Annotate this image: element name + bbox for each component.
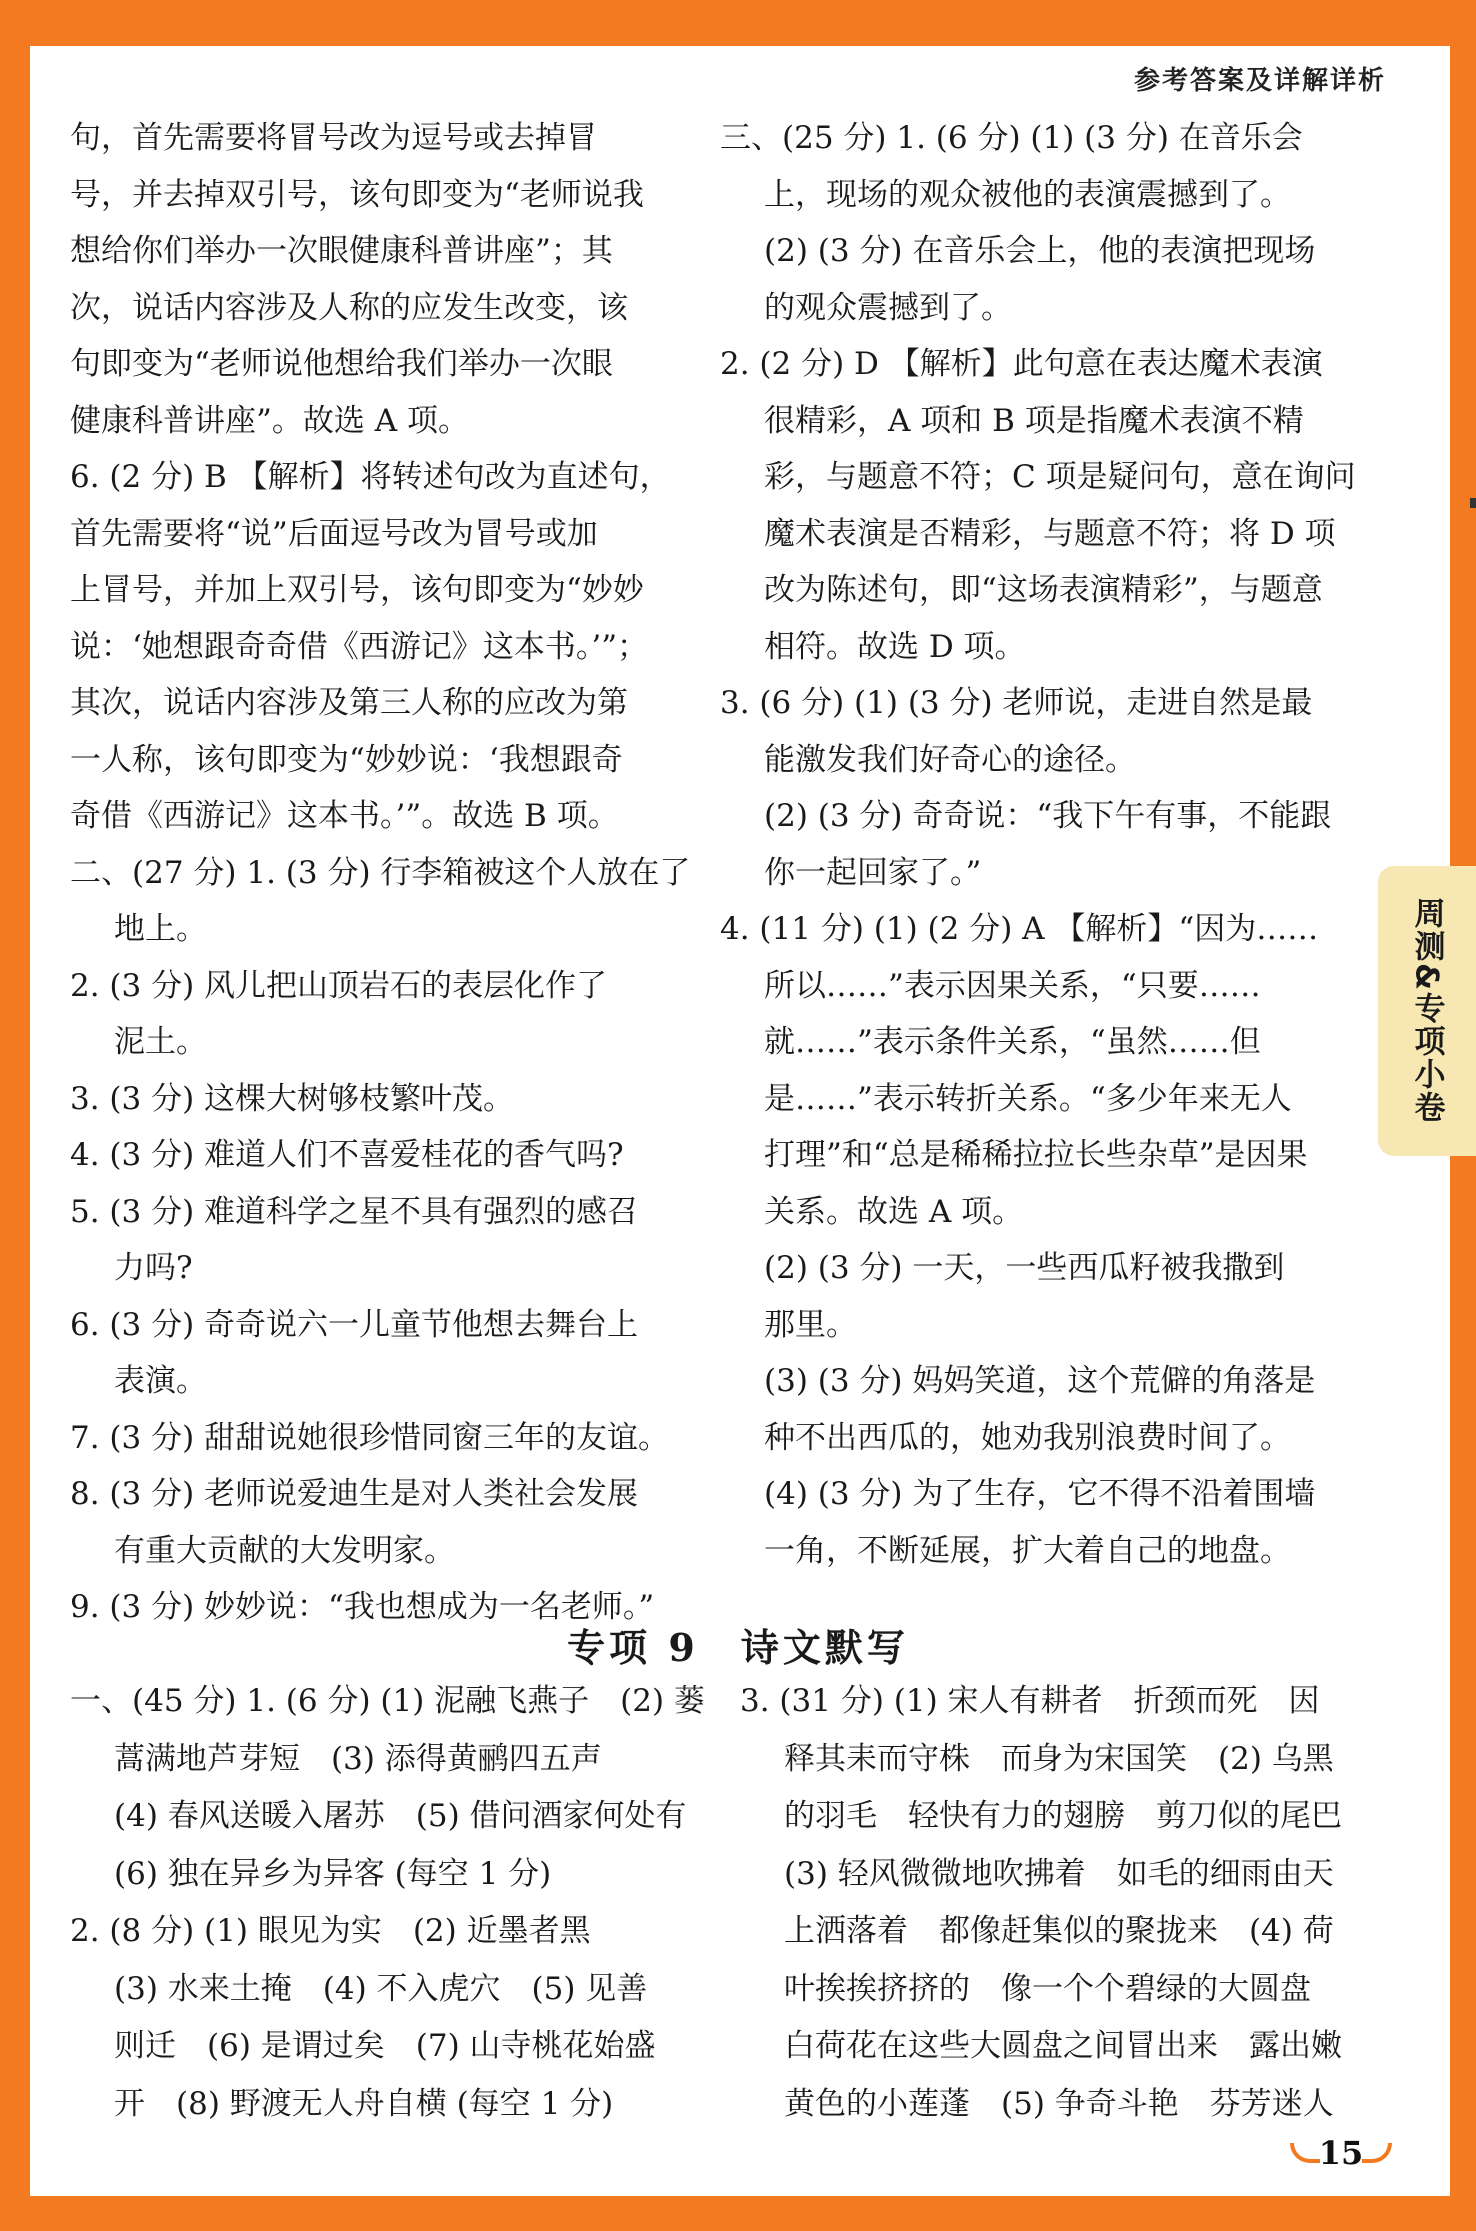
text-line: 句，首先需要将冒号改为逗号或去掉冒 [70,120,597,156]
text-line: 首先需要将“说”后面逗号改为冒号或加 [70,515,598,552]
text-line: 是……”表示转折关系。“多少年来无人 [764,1080,1292,1117]
text-line: 泥土。 [114,1024,207,1060]
text-line: 释其耒而守株 而身为宋国笑 (2) 乌黑 [784,1740,1334,1777]
text-line: (3) 轻风微微地吹拂着 如毛的细雨由天 [784,1855,1334,1892]
text-line: 你一起回家了。” [764,854,982,891]
bottom-right-column [740,1673,1380,2133]
text-line: (3) (3 分) 妈妈笑道，这个荒僻的角落是 [764,1363,1316,1399]
side-tab-label: 周测&专项小卷 [1408,897,1445,1125]
page-number-text: 15 [1318,2134,1364,2172]
page-number [1286,2125,1396,2181]
text-line: 上冒号，并加上双引号，该句即变为“妙妙 [70,572,644,608]
text-line: 彩，与题意不符；C 项是疑问句，意在询问 [764,459,1356,495]
text-line: (2) (3 分) 奇奇说：“我下午有事，不能跟 [764,798,1332,834]
text-line: 一角，不断延展，扩大着自己的地盘。 [764,1532,1291,1569]
text-line: 5. (3 分) 难道科学之星不具有强烈的感召 [70,1193,639,1230]
text-line: 想给你们举办一次眼健康科普讲座”；其 [70,233,613,269]
text-line: 种不出西瓜的，她劝我别浪费时间了。 [764,1419,1291,1456]
text-line: 的羽毛 轻快有力的翅膀 剪刀似的尾巴 [784,1798,1342,1834]
text-line: 说：‘她想跟奇奇借《西游记》这本书。’”； [70,628,649,665]
text-line: 一、(45 分) 1. (6 分) (1) 泥融飞燕子 (2) 蒌 [70,1683,705,1719]
text-line: 6. (3 分) 奇奇说六一儿童节他想去舞台上 [70,1306,639,1343]
leaf-left-icon [1290,2143,1320,2163]
text-line: 上洒落着 都像赶集似的聚拢来 (4) 荷 [784,1913,1334,1949]
text-line: (2) (3 分) 在音乐会上，他的表演把现场 [764,233,1316,269]
text-line: 4. (11 分) (1) (2 分) A 【解析】“因为…… [720,911,1319,947]
side-tab [1378,866,1476,1156]
text-line: 开 (8) 野渡无人舟自横 (每空 1 分) [114,2085,614,2122]
text-line: 能激发我们好奇心的途径。 [764,741,1136,778]
text-line: 那里。 [764,1306,857,1343]
text-line: 二、(27 分) 1. (3 分) 行李箱被这个人放在了 [70,854,691,891]
text-line: (3) 水来土掩 (4) 不入虎穴 (5) 见善 [114,1970,648,2007]
text-line: 句即变为“老师说他想给我们举办一次眼 [70,346,613,382]
text-line: 的观众震撼到了。 [764,289,1012,326]
text-line: 其次，说话内容涉及第三人称的应改为第 [70,685,628,721]
text-line: 8. (3 分) 老师说爱迪生是对人类社会发展 [70,1476,639,1512]
text-line: 则迁 (6) 是谓过矣 (7) 山寺桃花始盛 [114,2028,656,2064]
text-line: 力吗? [114,1250,193,1286]
text-line: (4) 春风送暖入屠苏 (5) 借问酒家何处有 [114,1798,687,1834]
text-line: (2) (3 分) 一天，一些西瓜籽被我撒到 [764,1250,1285,1286]
section-title: 专项 9 诗文默写 [567,1625,909,1670]
text-line: 有重大贡献的大发明家。 [114,1532,455,1569]
text-line: 叶挨挨挤挤的 像一个个碧绿的大圆盘 [784,1970,1311,2007]
text-line: 6. (2 分) B 【解析】将转述句改为直述句， [70,459,671,495]
text-line: 相符。故选 D 项。 [764,628,1026,665]
text-line: 所以……”表示因果关系，“只要…… [764,967,1261,1004]
text-line: 9. (3 分) 妙妙说：“我也想成为一名老师。” [70,1589,655,1625]
text-line: 魔术表演是否精彩，与题意不符；将 D 项 [764,515,1336,552]
text-line: 蒿满地芦芽短 (3) 添得黄鹂四五声 [114,1740,602,1777]
text-line: 三、(25 分) 1. (6 分) (1) (3 分) 在音乐会 [720,120,1303,156]
text-line: 3. (31 分) (1) 宋人有耕者 折颈而死 因 [740,1683,1320,1719]
text-line: 2. (2 分) D 【解析】此句意在表达魔术表演 [720,346,1323,382]
text-line: 就……”表示条件关系，“虽然……但 [764,1024,1261,1060]
right-column [720,110,1370,1579]
header-title: 参考答案及详解详析 [1133,66,1386,96]
text-line: 上，现场的观众被他的表演震撼到了。 [764,176,1291,213]
left-column [70,110,710,1636]
text-line: 3. (3 分) 这棵大树够枝繁叶茂。 [70,1080,515,1117]
text-line: 奇借《西游记》这本书。’”。故选 B 项。 [70,798,619,834]
text-line: 改为陈述句，即“这场表演精彩”，与题意 [764,572,1323,608]
text-line: 4. (3 分) 难道人们不喜爱桂花的香气吗? [70,1137,624,1173]
text-line: 很精彩，A 项和 B 项是指魔术表演不精 [764,402,1304,439]
text-line: 3. (6 分) (1) (3 分) 老师说，走进自然是最 [720,685,1313,721]
text-line: 打理”和“总是稀稀拉拉长些杂草”是因果 [764,1137,1308,1173]
text-line: 关系。故选 A 项。 [764,1193,1024,1230]
text-line: 健康科普讲座”。故选 A 项。 [70,402,469,439]
text-line: 一人称，该句即变为“妙妙说：‘我想跟奇 [70,741,623,778]
text-line: (6) 独在异乡为异客 (每空 1 分) [114,1855,552,1892]
edge-mark [1470,498,1476,508]
bottom-left-column [70,1673,720,2133]
leaf-right-icon [1362,2143,1392,2163]
text-line: 2. (3 分) 风儿把山顶岩石的表层化作了 [70,967,608,1004]
text-line: 2. (8 分) (1) 眼见为实 (2) 近墨者黑 [70,1913,591,1949]
text-line: 白荷花在这些大圆盘之间冒出来 露出嫩 [784,2028,1342,2064]
text-line: 地上。 [114,911,207,947]
text-line: 次，说话内容涉及人称的应发生改变，该 [70,289,628,326]
text-line: 黄色的小莲蓬 (5) 争奇斗艳 芬芳迷人 [784,2085,1334,2122]
text-line: (4) (3 分) 为了生存，它不得不沿着围墙 [764,1476,1316,1512]
text-line: 7. (3 分) 甜甜说她很珍惜同窗三年的友谊。 [70,1419,670,1456]
text-line: 号，并去掉双引号，该句即变为“老师说我 [70,176,644,213]
text-line: 表演。 [114,1363,207,1399]
